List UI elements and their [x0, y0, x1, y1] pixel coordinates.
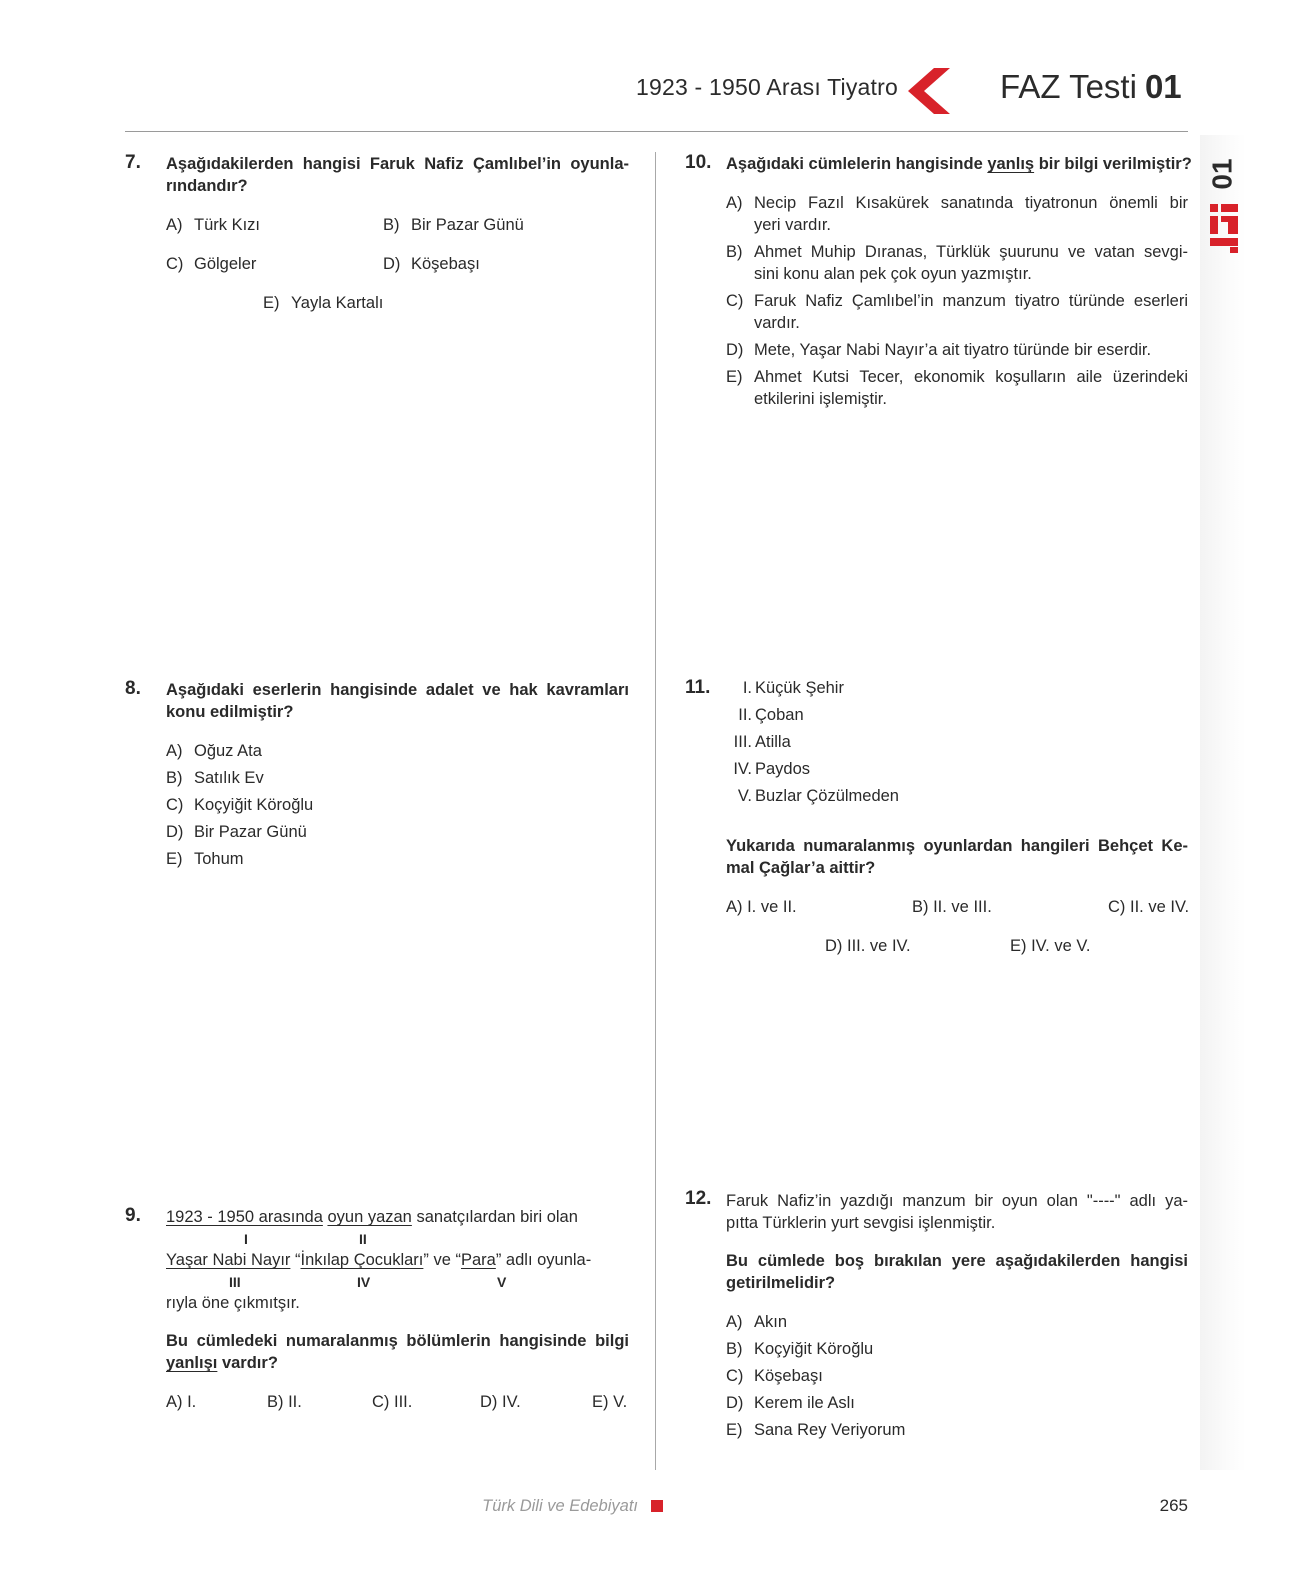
segment-5: Para — [460, 1251, 496, 1269]
option-d[interactable]: D) Mete, Yaşar Nabi Nayır’a ait tiyatro türünde bir eserdir. — [726, 341, 1152, 359]
question-number: 11. — [685, 677, 711, 698]
question-number: 8. — [125, 678, 141, 699]
option-e[interactable]: E) IV. ve V. — [1010, 937, 1091, 955]
list-item: V. Buzlar Çözülmeden — [737, 787, 899, 805]
option-c[interactable]: C) Faruk Nafiz Çamlıbel’in manzum tiyatro türünde eserleri vardır. — [726, 292, 1188, 332]
footer-square-icon — [651, 1500, 663, 1512]
option-b[interactable]: B) II. ve III. — [912, 898, 992, 916]
option-a[interactable]: A) I. — [166, 1393, 197, 1411]
segment-1: 1923 - 1950 arasında — [166, 1208, 323, 1226]
list-item: III. Atilla — [733, 733, 791, 751]
option-a[interactable]: A) Akın — [726, 1313, 788, 1331]
question-stem: Bu cümledeki numaralanmış bölümlerin hangisinde bilgi yanlışı vardır? — [166, 1332, 629, 1372]
option-c[interactable]: C) Gölgeler — [166, 255, 257, 273]
option-a[interactable]: A) I. ve II. — [726, 898, 797, 916]
test-label: FAZ Testi — [1000, 68, 1137, 105]
option-b[interactable]: B) Bir Pazar Günü — [383, 216, 524, 234]
list-item: IV. Paydos — [733, 760, 811, 778]
option-a[interactable]: A) Necip Fazıl Kısakürek sanatında tiyatronun önemli bir yeri vardır. — [726, 194, 1188, 234]
numbered-list — [722, 675, 899, 810]
option-e[interactable]: E) V. — [592, 1393, 628, 1411]
option-c[interactable]: C) II. ve IV. — [1108, 898, 1190, 916]
option-e[interactable]: E) Ahmet Kutsi Tecer, ekonomik koşulların aile üzerindeki etkilerini işlemiştir. — [726, 368, 1188, 408]
option-d[interactable]: D) IV. — [480, 1393, 521, 1411]
segment-2: oyun yazan — [327, 1208, 412, 1226]
segment-mark-2: II — [359, 1231, 367, 1247]
question-number: 9. — [125, 1205, 141, 1226]
column-divider — [655, 152, 656, 1470]
book-title: Türk Dili ve Edebiyatı — [482, 1497, 638, 1515]
question-text-line-2: Yaşar Nabi Nayır “İnkılap Çocukları” ve “Para” adlı oyunla- — [166, 1251, 592, 1269]
option-d[interactable]: D) Köşebaşı — [383, 255, 480, 273]
question-number: 12. — [685, 1188, 712, 1209]
option-b[interactable]: B) Koçyiğit Köroğlu — [726, 1340, 874, 1358]
option-a[interactable]: A) Oğuz Ata — [166, 742, 262, 760]
question-stem: Yukarıda numaralanmış oyunlardan hangileri Behçet Ke- mal Çağlar’a aittir? — [726, 837, 1188, 877]
list-item: II. Çoban — [738, 706, 804, 724]
test-number: 01 — [1144, 68, 1182, 105]
option-a[interactable]: A) Türk Kızı — [166, 216, 261, 234]
page-number: 265 — [1159, 1496, 1188, 1515]
question-stem: Aşağıdaki cümlelerin hangisinde yanlış bir bilgi verilmiştir? — [726, 155, 1192, 173]
segment-mark-4: IV — [357, 1274, 371, 1290]
brand-logo-icon — [1208, 200, 1240, 254]
side-tab — [1200, 135, 1246, 1470]
option-b[interactable]: B) Ahmet Muhip Dıranas, Türklük şuurunu ve vatan sevgi- sini konu alan pek çok oyun yazmıştır. — [726, 243, 1188, 283]
question-number: 10. — [685, 152, 712, 173]
question-number: 7. — [125, 152, 141, 173]
test-title — [1000, 68, 1182, 106]
option-b[interactable]: B) Satılık Ev — [166, 769, 264, 787]
question-text-line-1: 1923 - 1950 arasında oyun yazan sanatçılardan biri olan — [166, 1208, 578, 1226]
option-c[interactable]: C) Koçyiğit Köroğlu — [166, 796, 314, 814]
segment-3: Yaşar Nabi Nayır — [166, 1251, 291, 1269]
list-item: I. Küçük Şehir — [742, 679, 844, 697]
option-e[interactable]: E) Tohum — [166, 850, 244, 868]
segment-4: İnkılap Çocukları — [300, 1251, 424, 1269]
segment-mark-1: I — [244, 1231, 248, 1247]
side-tab-number: 01 — [1207, 158, 1238, 190]
option-e[interactable]: E) Sana Rey Veriyorum — [726, 1421, 906, 1439]
chevron-left-icon — [906, 68, 950, 114]
question-text: Faruk Nafiz’in yazdığı manzum bir oyun olan "----" adlı ya- pıtta Türklerin yurt sevgisi işlenmiştir. — [726, 1192, 1188, 1232]
option-d[interactable]: D) III. ve IV. — [825, 937, 911, 955]
option-d[interactable]: D) Kerem ile Aslı — [726, 1394, 855, 1412]
segment-mark-5: V — [497, 1274, 507, 1290]
question-text-line-3: rıyla öne çıkmıtşır. — [166, 1294, 300, 1312]
question-stem: Aşağıdaki eserlerin hangisinde adalet ve hak kavramları konu edilmiştir? — [166, 681, 629, 721]
header-divider — [125, 131, 1188, 132]
segment-mark-3: III — [229, 1274, 241, 1290]
question-stem: Aşağıdakilerden hangisi Faruk Nafiz Çamlıbel’in oyunla- rındandır? — [166, 155, 629, 195]
option-c[interactable]: C) Köşebaşı — [726, 1367, 823, 1385]
option-e[interactable]: E) Yayla Kartalı — [263, 294, 384, 312]
question-stem: Bu cümlede boş bırakılan yere aşağıdakilerden hangisi getirilmelidir? — [726, 1252, 1188, 1292]
option-d[interactable]: D) Bir Pazar Günü — [166, 823, 307, 841]
option-c[interactable]: C) III. — [372, 1393, 413, 1411]
option-b[interactable]: B) II. — [267, 1393, 302, 1411]
chapter-title: 1923 - 1950 Arası Tiyatro — [636, 74, 898, 100]
